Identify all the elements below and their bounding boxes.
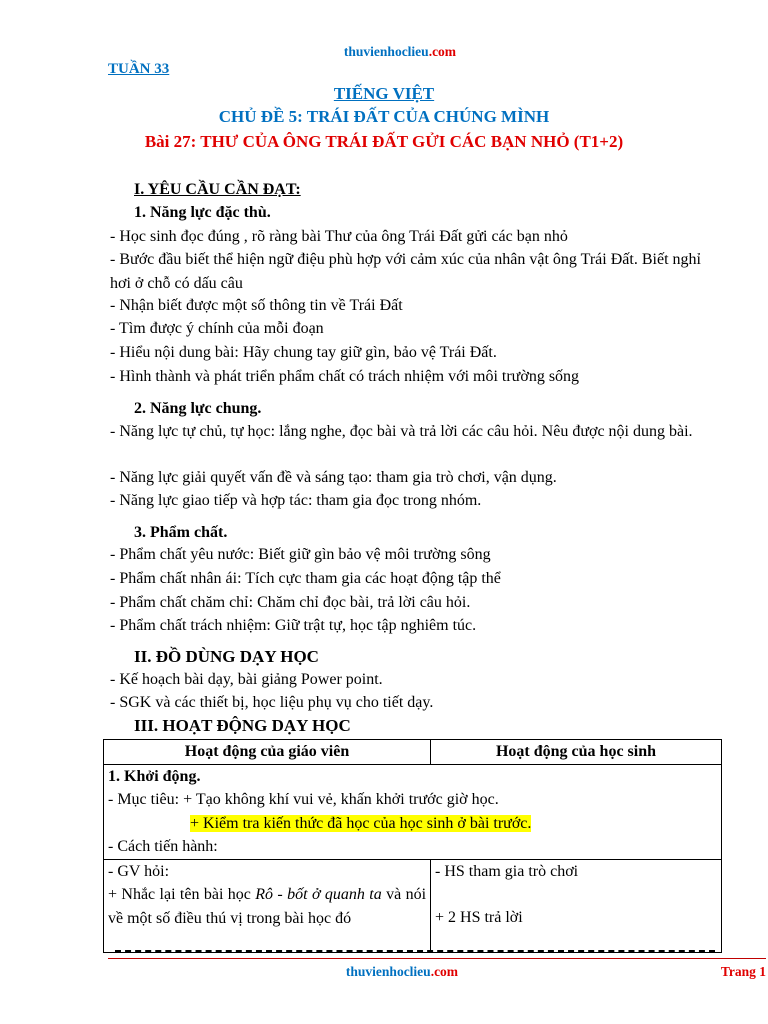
list-item: - Phẩm chất yêu nước: Biết giữ gìn bảo vệ môi trường sông (110, 546, 491, 563)
student-column-header: Hoạt động của học sinh (431, 740, 722, 765)
subject-title: TIẾNG VIỆT (333, 84, 435, 103)
subsection-1-3-heading: 3. Phẩm chất. (134, 524, 228, 541)
list-item: - Hiểu nội dung bài: Hãy chung tay giữ gìn, bảo vệ Trái Đất. (110, 344, 497, 361)
table-header-row (104, 740, 722, 765)
list-item: - Năng lực tự chủ, tự học: lắng nghe, đọc bài và trả lời các câu hỏi. Nêu được nội dung bài. (110, 423, 693, 440)
teacher-question: - GV hỏi: (108, 862, 170, 880)
section-3-heading: III. HOẠT ĐỘNG DẠY HỌC (134, 716, 351, 735)
lesson-title: Bài 27: THƯ CỦA ÔNG TRÁI ĐẤT GỬI CÁC BẠN NHỎ (T1+2) (144, 132, 624, 151)
week-label: TUẦN 33 (108, 61, 170, 77)
list-item: - Học sinh đọc đúng , rõ ràng bài Thư của ông Trái Đất gửi các bạn nhỏ (110, 228, 568, 245)
warmup-goal-2: + Kiểm tra kiến thức đã học của học sinh ở bài trước. (190, 814, 532, 832)
list-item: - Bước đầu biết thể hiện ngữ điệu phù hợp với cảm xúc của nhân vật ông Trái Đất. Biết nghỉ hơi ở chỗ có dấu câu (110, 251, 701, 292)
section-1-heading: I. YÊU CẦU CẦN ĐẠT: (134, 181, 301, 198)
subsection-1-1-heading: 1. Năng lực đặc thù. (134, 204, 271, 221)
list-item: - Nhận biết được một số thông tin về Trái Đất (110, 297, 403, 314)
teacher-instruction: + Nhắc lại tên bài học Rô - bốt ở quanh ta và nói về một số điều thú vị trong bài học đó (108, 886, 427, 927)
teacher-column-header: Hoạt động của giáo viên (104, 740, 431, 765)
list-item: - Phẩm chất nhân ái: Tích cực tham gia các hoạt động tập thể (110, 570, 501, 587)
list-item: - Phẩm chất trách nhiệm: Giữ trật tự, học tập nghiêm túc. (110, 617, 477, 634)
list-item: - Tìm được ý chính của mỗi đoạn (110, 320, 324, 337)
footer-site-name: thuvienhoclieu.com (345, 964, 459, 979)
list-item: - Phẩm chất chăm chỉ: Chăm chỉ đọc bài, trả lời câu hỏi. (110, 594, 471, 611)
theme-title: CHỦ ĐỀ 5: TRÁI ĐẤT CỦA CHÚNG MÌNH (218, 107, 550, 126)
list-item: - Năng lực giải quyết vấn đề và sáng tạo: tham gia trò chơi, vận dụng. (110, 469, 557, 486)
student-activity-2: + 2 HS trả lời (435, 909, 523, 926)
footer-divider (108, 958, 766, 959)
warmup-goal-1: - Mục tiêu: + Tạo không khí vui vẻ, khấn khởi trước giờ học. (108, 791, 499, 808)
subsection-1-2-heading: 2. Năng lực chung. (134, 400, 262, 417)
list-item: - SGK và các thiết bị, học liệu phụ vụ cho tiết dạy. (110, 694, 434, 711)
student-activity-1: - HS tham gia trò chơi (435, 862, 579, 880)
table-row (104, 859, 722, 952)
section-2-heading: II. ĐỒ DÙNG DẠY HỌC (134, 647, 319, 666)
warmup-title: 1. Khởi động. (108, 767, 201, 785)
teacher-activity-cell (104, 859, 431, 952)
page-break-dashes (115, 950, 715, 952)
warmup-method: - Cách tiến hành: (108, 838, 218, 855)
lesson-name: Rô - bốt ở quanh ta (255, 886, 382, 903)
header-site-name: thuvienhoclieu.com (343, 44, 457, 59)
activity-table (103, 739, 722, 953)
list-item: - Kế hoạch bài dạy, bài giảng Power point. (110, 671, 383, 688)
list-item: - Hình thành và phát triển phẩm chất có trách nhiệm với môi trường sống (110, 368, 580, 385)
list-item: - Năng lực giao tiếp và hợp tác: tham gia đọc trong nhóm. (110, 492, 482, 509)
student-activity-cell (431, 859, 722, 952)
page-number: Trang 1 (720, 964, 766, 979)
warmup-cell (104, 764, 722, 859)
table-row (104, 764, 722, 859)
